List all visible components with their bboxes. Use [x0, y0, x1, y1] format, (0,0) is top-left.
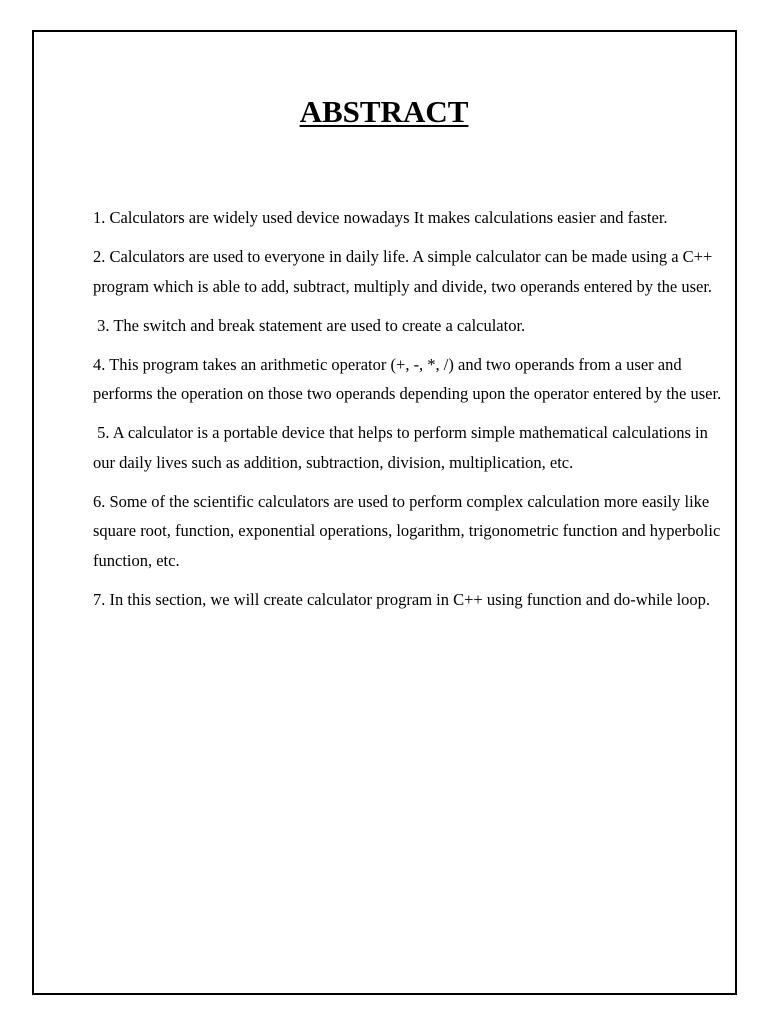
page-title-text: ABSTRACT [299, 94, 469, 129]
abstract-paragraph-6: 6. Some of the scientific calculators are used to perform complex calculation more easily like square root, function, exponential operations, logarithm, trigonometric function and hyperbolic function, etc. [93, 491, 725, 570]
abstract-paragraph-4: 4. This program takes an arithmetic operator (+, -, *, /) and two operands from a user and performs the operation on those two operands depending upon the operator entered by the user. [93, 354, 722, 403]
abstract-paragraph-7: 7. In this section, we will create calculator program in C++ using function and do-while loop. [93, 589, 711, 609]
abstract-paragraph-2: 2. Calculators are used to everyone in daily life. A simple calculator can be made using a C++ program which is able to add, subtract, multiply and divide, two operands entered by the user. [93, 247, 717, 296]
page-title [0, 94, 768, 130]
abstract-paragraph-3: 3. The switch and break statement are used to create a calculator. [93, 315, 526, 335]
abstract-paragraph-5: 5. A calculator is a portable device that helps to perform simple mathematical calculations in our daily lives such as addition, subtraction, division, multiplication, etc. [93, 423, 713, 472]
abstract-paragraph-1: 1. Calculators are widely used device nowadays It makes calculations easier and faster. [93, 208, 668, 227]
abstract-body [93, 203, 725, 624]
